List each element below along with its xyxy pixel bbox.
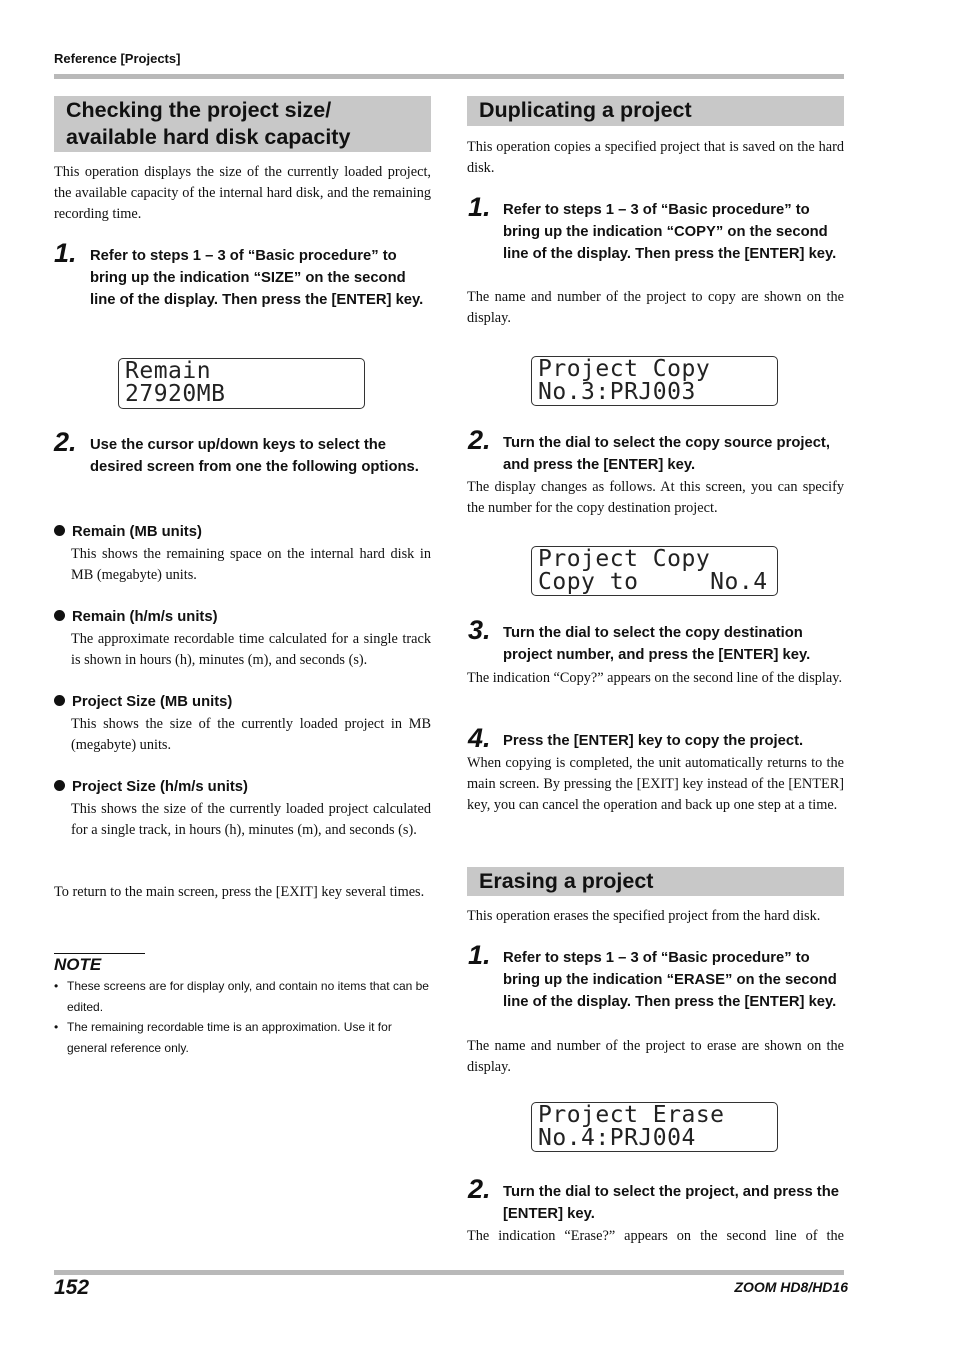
intro-paragraph: This operation copies a specified project that is saved on the hard disk. — [467, 139, 844, 176]
step-description: The name and number of the project to erase are shown on the display. — [467, 1038, 844, 1075]
step-instruction: Turn the dial to select the project, and press the [ENTER] key. — [503, 1184, 840, 1222]
note-item: • The remaining recordable time is an approximation. Use it for general reference only. — [54, 1017, 431, 1058]
lcd-display: Project Copy No.3:PRJ003 — [531, 356, 778, 406]
option-description: This shows the size of the currently loaded project calculated for a single track, in hours (h), minutes (m), and seconds (s). — [71, 801, 431, 838]
note-title: NOTE — [54, 955, 102, 974]
option-description: This shows the remaining space on the internal hard disk in MB (megabyte) units. — [71, 546, 431, 583]
step-number: 1. — [468, 940, 491, 970]
intro-paragraph: This operation erases the specified project from the hard disk. — [467, 908, 821, 924]
step-number: 1. — [468, 192, 491, 222]
header-rule — [54, 74, 844, 79]
lcd-display: Project Erase No.4:PRJ004 — [531, 1102, 778, 1152]
lcd-display: Project Copy Copy to No.4 — [531, 546, 778, 596]
step-instruction: Turn the dial to select the copy source project, and press the [ENTER] key. — [503, 435, 830, 473]
section-title-checking-size: Checking the project size/ available hard disk capacity — [54, 96, 431, 152]
page-number: 152 — [54, 1276, 90, 1299]
bullet-dot-icon — [54, 695, 65, 706]
step-instruction: Refer to steps 1 – 3 of “Basic procedure” to bring up the indication “COPY” on the second line of the display. Then press the [ENTER] key. — [503, 202, 837, 262]
step-number: 4. — [468, 723, 491, 753]
footer-rule — [54, 1270, 844, 1275]
running-header: Reference [Projects] — [54, 51, 181, 66]
step-description: The name and number of the project to copy are shown on the display. — [467, 289, 844, 326]
option-heading: Remain (h/m/s units) — [54, 607, 218, 627]
section-title-erasing: Erasing a project — [467, 867, 844, 896]
step-instruction: Turn the dial to select the copy destination project number, and press the [ENTER] key. — [503, 625, 811, 663]
return-instruction: To return to the main screen, press the [EXIT] key several times. — [54, 884, 425, 900]
step-description: When copying is completed, the unit automatically returns to the main screen. By pressing the [EXIT] key instead of the [ENTER] key, you can cancel the operation and back up one step at a time. — [467, 755, 844, 813]
bullet-dot-icon — [54, 525, 65, 536]
note-rule — [54, 953, 145, 954]
option-description: This shows the size of the currently loaded project in MB (megabyte) units. — [71, 716, 431, 753]
option-heading: Remain (MB units) — [54, 522, 202, 542]
option-heading: Project Size (MB units) — [54, 692, 232, 712]
step-number: 2. — [468, 425, 491, 455]
product-name: ZOOM HD8/HD16 — [734, 1279, 848, 1295]
step-instruction: Refer to steps 1 – 3 of “Basic procedure” to bring up the indication “SIZE” on the second line of the display. Then press the [ENTER] key. — [90, 248, 424, 308]
option-heading: Project Size (h/m/s units) — [54, 777, 248, 797]
intro-paragraph: This operation displays the size of the currently loaded project, the available capacity of the internal hard disk, and the remaining recording time. — [54, 164, 431, 222]
step-number: 1. — [54, 238, 77, 268]
bullet-dot-icon — [54, 610, 65, 621]
step-instruction: Use the cursor up/down keys to select the desired screen from one the following options. — [90, 437, 419, 475]
note-list — [54, 976, 431, 1058]
step-number: 3. — [468, 615, 491, 645]
step-instruction: Press the [ENTER] key to copy the project. — [503, 733, 804, 749]
step-number: 2. — [54, 427, 77, 457]
lcd-display: Remain 27920MB — [118, 358, 365, 409]
step-description: The display changes as follows. At this screen, you can specify the number for the copy destination project. — [467, 479, 844, 516]
step-description: The indication “Erase?” appears on the second line of the — [467, 1228, 844, 1244]
step-number: 2. — [468, 1174, 491, 1204]
option-description: The approximate recordable time calculated for a single track is shown in hours (h), minutes (m), and seconds (s). — [71, 631, 431, 668]
bullet-dot-icon — [54, 780, 65, 791]
section-title-duplicating: Duplicating a project — [467, 96, 844, 126]
step-description: The indication “Copy?” appears on the second line of the display. — [467, 670, 843, 686]
step-instruction: Refer to steps 1 – 3 of “Basic procedure” to bring up the indication “ERASE” on the second line of the display. Then press the [ENTER] key. — [503, 950, 837, 1010]
note-item: • These screens are for display only, and contain no items that can be edited. — [54, 976, 431, 1017]
